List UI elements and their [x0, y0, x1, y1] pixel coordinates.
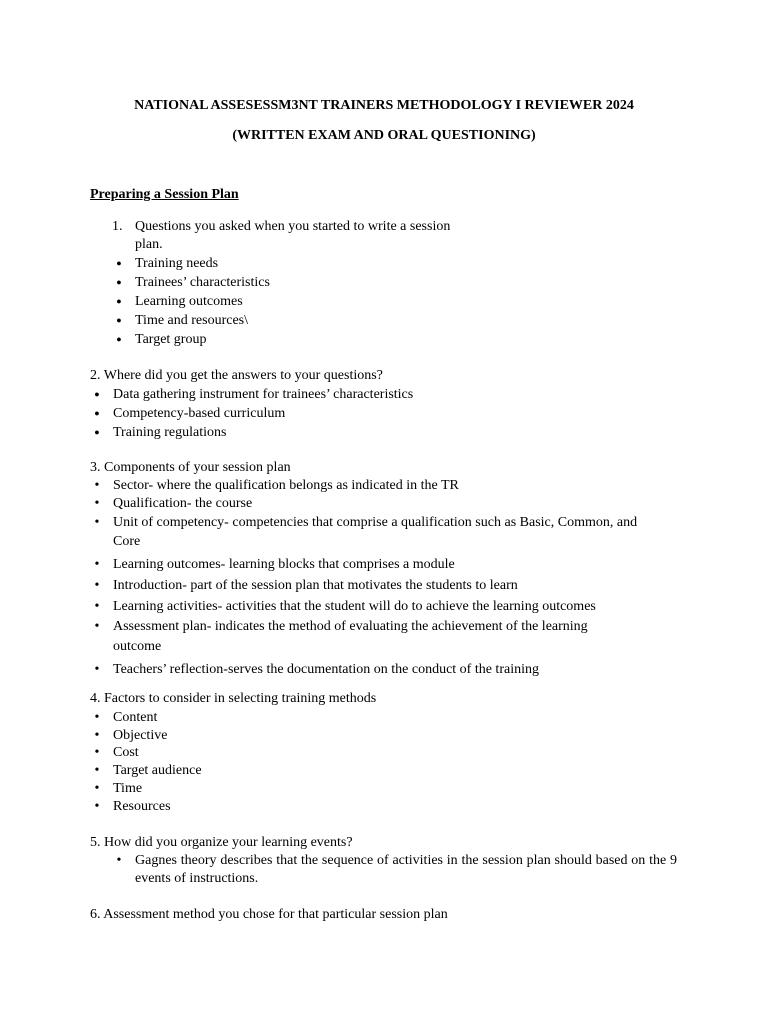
list-item-text: Learning outcomes- learning blocks that comprises a module	[113, 557, 455, 572]
bullet-icon: ●	[116, 258, 122, 268]
list-item-text: Training needs	[135, 256, 219, 271]
section-heading: Preparing a Session Plan	[90, 187, 239, 202]
bullet-icon: •	[94, 496, 100, 511]
list-item-text: Cost	[113, 745, 139, 760]
bullet-icon: ●	[116, 315, 122, 325]
q6-text: 6. Assessment method you chose for that particular session plan	[90, 907, 448, 922]
bullet-icon: •	[94, 599, 100, 614]
list-item-text: Competency-based curriculum	[113, 406, 286, 421]
bullet-icon: ●	[116, 334, 122, 344]
list-item-text: Unit of competency- competencies that comprise a qualification such as Basic, Common, and	[113, 515, 638, 530]
bullet-icon: •	[94, 710, 100, 725]
list-item-text: Introduction- part of the session plan that motivates the students to learn	[113, 578, 518, 593]
list-item-text: Teachers’ reflection-serves the documentation on the conduct of the training	[113, 662, 539, 677]
q1-number: 1.	[112, 219, 123, 234]
bullet-icon: •	[94, 799, 100, 814]
list-item-text: Sector- where the qualification belongs as indicated in the TR	[113, 478, 459, 493]
list-item-text: Learning outcomes	[135, 294, 243, 309]
list-item-text: Learning activities- activities that the student will do to achieve the learning outcomes	[113, 599, 596, 614]
q4-text: 4. Factors to consider in selecting training methods	[90, 691, 377, 706]
list-item-text: Target audience	[113, 763, 202, 778]
list-item-text: Target group	[135, 332, 207, 347]
bullet-icon: ●	[116, 277, 122, 287]
list-item-text: Data gathering instrument for trainees’ characteristics	[113, 387, 414, 402]
list-item-text: Training regulations	[113, 425, 227, 440]
bullet-icon: ●	[94, 427, 100, 437]
q5-text: 5. How did you organize your learning events?	[90, 835, 353, 850]
bullet-icon: •	[94, 515, 100, 530]
bullet-icon: •	[94, 557, 100, 572]
document-title: NATIONAL ASSESESSM3NT TRAINERS METHODOLOGY I REVIEWER 2024	[134, 98, 634, 113]
q1-text-line2: plan.	[135, 237, 163, 252]
bullet-icon: •	[94, 478, 100, 493]
bullet-icon: •	[94, 619, 100, 634]
list-item-text: Time and resources\	[135, 313, 249, 328]
q2-text: 2. Where did you get the answers to your questions?	[90, 368, 383, 383]
bullet-icon: ●	[94, 408, 100, 418]
document-subtitle: (WRITTEN EXAM AND ORAL QUESTIONING)	[232, 128, 536, 143]
list-item-text: Qualification- the course	[113, 496, 253, 511]
bullet-icon: •	[94, 728, 100, 743]
bullet-icon: •	[116, 853, 122, 868]
list-item-text: Content	[113, 710, 158, 725]
q3-text: 3. Components of your session plan	[90, 460, 291, 475]
bullet-icon: ●	[94, 389, 100, 399]
bullet-icon: •	[94, 578, 100, 593]
bullet-icon: •	[94, 745, 100, 760]
list-item-text: Resources	[113, 799, 171, 814]
list-item-text: Time	[113, 781, 143, 796]
list-item-continuation: Core	[113, 534, 141, 549]
list-item-continuation: outcome	[113, 639, 162, 654]
list-item-text: Objective	[113, 728, 168, 743]
list-item-text: Assessment plan- indicates the method of evaluating the achievement of the learning	[113, 619, 588, 634]
q5-item-text: Gagnes theory describes that the sequence of activities in the session plan should based on the 9 events of instructions.	[135, 853, 677, 886]
bullet-icon: ●	[116, 296, 122, 306]
list-item-text: Trainees’ characteristics	[135, 275, 270, 290]
q1-text-line1: Questions you asked when you started to write a session	[135, 219, 451, 234]
bullet-icon: •	[94, 781, 100, 796]
bullet-icon: •	[94, 662, 100, 677]
bullet-icon: •	[94, 763, 100, 778]
